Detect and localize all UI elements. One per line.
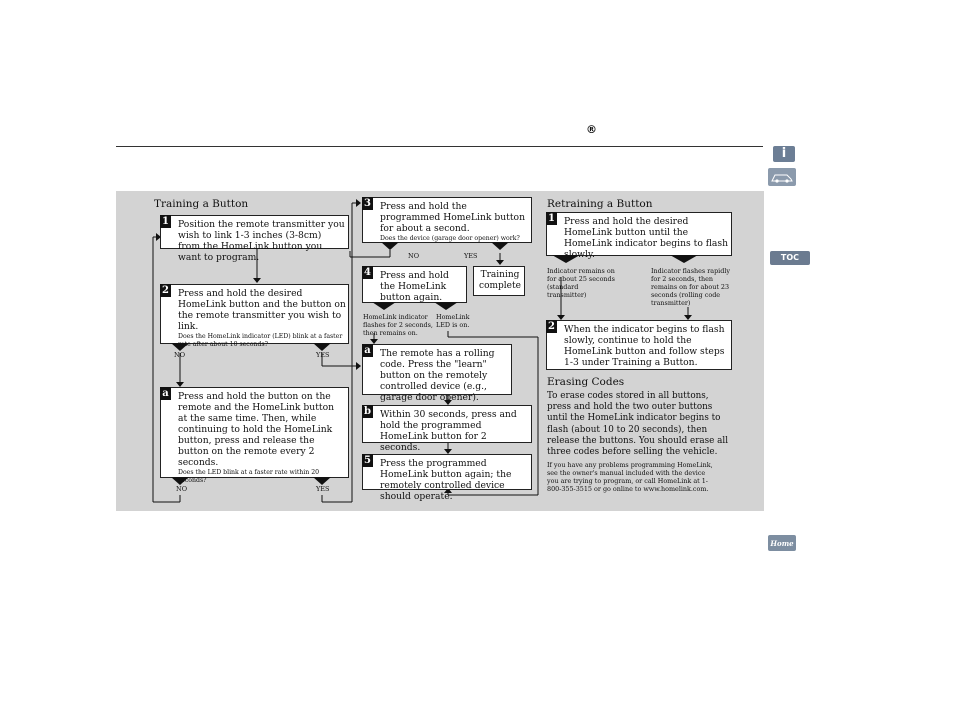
step-text: Press the programmed HomeLink button again; the remotely controlled device should operate. — [380, 458, 512, 502]
step-instruction: Press and hold the desired HomeLink button and the button on the remote transmitter you wish to link. — [178, 288, 346, 332]
training-step-4 — [362, 266, 467, 303]
retraining-title: Retraining a Button — [547, 198, 653, 210]
step-text: Within 30 seconds, press and hold the programmed HomeLink button for 2 seconds. — [380, 409, 517, 453]
led-on-note: HomeLink LED is on. — [436, 313, 470, 329]
step-text: Position the remote transmitter you wish to link 1-3 inches (3-8cm) from the HomeLink button you want to program. — [178, 219, 345, 263]
homelink-support-note: If you have any problems programming HomeLink, see the owner's manual included with the device you are trying to program, or call HomeLink at 1-800-355-3515 or go online to www.homelink.com. — [547, 461, 713, 493]
retraining-step-1 — [546, 212, 732, 260]
step-number: a — [160, 387, 171, 400]
step-text — [380, 201, 529, 243]
step-text — [178, 391, 346, 485]
standard-transmitter-note: Indicator remains on for about 25 seconds (standard transmitter) — [547, 267, 615, 299]
erasing-codes-title: Erasing Codes — [547, 376, 625, 388]
rolling-step-b — [362, 405, 532, 453]
step-number: 5 — [362, 454, 373, 467]
step-text: Press and hold the HomeLink button again. — [380, 270, 449, 303]
step-number: a — [362, 344, 373, 357]
car-icon-glyph — [768, 168, 796, 186]
decision-arrow — [313, 343, 331, 351]
training-title: Training a Button — [154, 198, 249, 210]
decision-arrow — [171, 477, 189, 485]
rolling-transmitter-note: Indicator flashes rapidly for 2 seconds, then remains on for about 23 seconds (rolling code transmitter) — [651, 267, 730, 307]
step-text: When the indicator begins to flash slowly, continue to hold the HomeLink button and follow steps 1-3 under Training a Button. — [564, 324, 725, 368]
decision-arrow — [171, 343, 189, 351]
step-question: Does the device (garage door opener) work? — [380, 235, 520, 242]
step-text: Press and hold the desired HomeLink button until the HomeLink indicator begins to flash slowly. — [564, 216, 729, 260]
led-flash-note: HomeLink indicator flashes for 2 seconds, then remains on. — [363, 313, 433, 337]
decision-arrow — [381, 242, 399, 250]
training-complete-box — [473, 266, 525, 296]
toc-button[interactable]: TOC — [770, 251, 810, 265]
decision-arrow — [491, 242, 509, 250]
step-number: 1 — [546, 212, 557, 225]
step-number: 3 — [362, 197, 373, 210]
decision-arrow — [434, 302, 458, 310]
training-complete-text: Training complete — [479, 270, 521, 291]
decision-arrow — [372, 302, 396, 310]
training-step-5 — [362, 454, 532, 502]
decision-arrow — [670, 255, 698, 263]
training-step-3 — [362, 197, 532, 243]
branch-no: NO — [408, 252, 420, 260]
step-number: 1 — [160, 215, 171, 228]
registered-mark: ® — [586, 123, 597, 136]
branch-no: NO — [176, 485, 188, 493]
erasing-codes-text: To erase codes stored in all buttons, press and hold the two outer buttons until the HomeLink indicator begins to flash (about 10 to 20 seconds), then release the buttons. You should erase all three codes before selling the vehicle. — [547, 391, 729, 458]
step-text: The remote has a rolling code. Press the "learn" button on the remotely controlled device (e.g., garage door opener). — [380, 348, 495, 403]
branch-yes: YES — [316, 351, 330, 359]
branch-yes: YES — [464, 252, 478, 260]
branch-no: NO — [174, 351, 186, 359]
branch-yes: YES — [316, 485, 330, 493]
step-text — [178, 288, 346, 349]
step-number: 4 — [362, 266, 373, 279]
training-step-1 — [160, 215, 349, 263]
car-icon[interactable] — [768, 168, 796, 186]
step-instruction: Press and hold the button on the remote and the HomeLink button at the same time. Then, while continuing to hold the HomeLink button, press and release the button on the remote every 2 seconds. — [178, 391, 335, 468]
step-question: Does the LED blink at a faster rate within 20 seconds? — [178, 469, 320, 484]
homelink-flowchart — [116, 191, 764, 511]
header-rule — [116, 146, 763, 147]
rolling-step-a — [362, 344, 512, 403]
decision-arrow — [552, 255, 580, 263]
home-button[interactable]: Home — [768, 535, 796, 551]
training-step-a — [160, 387, 349, 484]
training-step-2 — [160, 284, 349, 348]
step-number: 2 — [160, 284, 171, 297]
retraining-step-2 — [546, 320, 732, 370]
step-number: 2 — [546, 320, 557, 333]
step-instruction: Press and hold the programmed HomeLink button for about a second. — [380, 201, 525, 234]
info-icon[interactable]: i — [773, 146, 795, 162]
step-number: b — [364, 406, 371, 417]
decision-arrow — [313, 477, 331, 485]
step-question: Does the HomeLink indicator (LED) blink at a faster rate after about 10 seconds? — [178, 333, 343, 348]
